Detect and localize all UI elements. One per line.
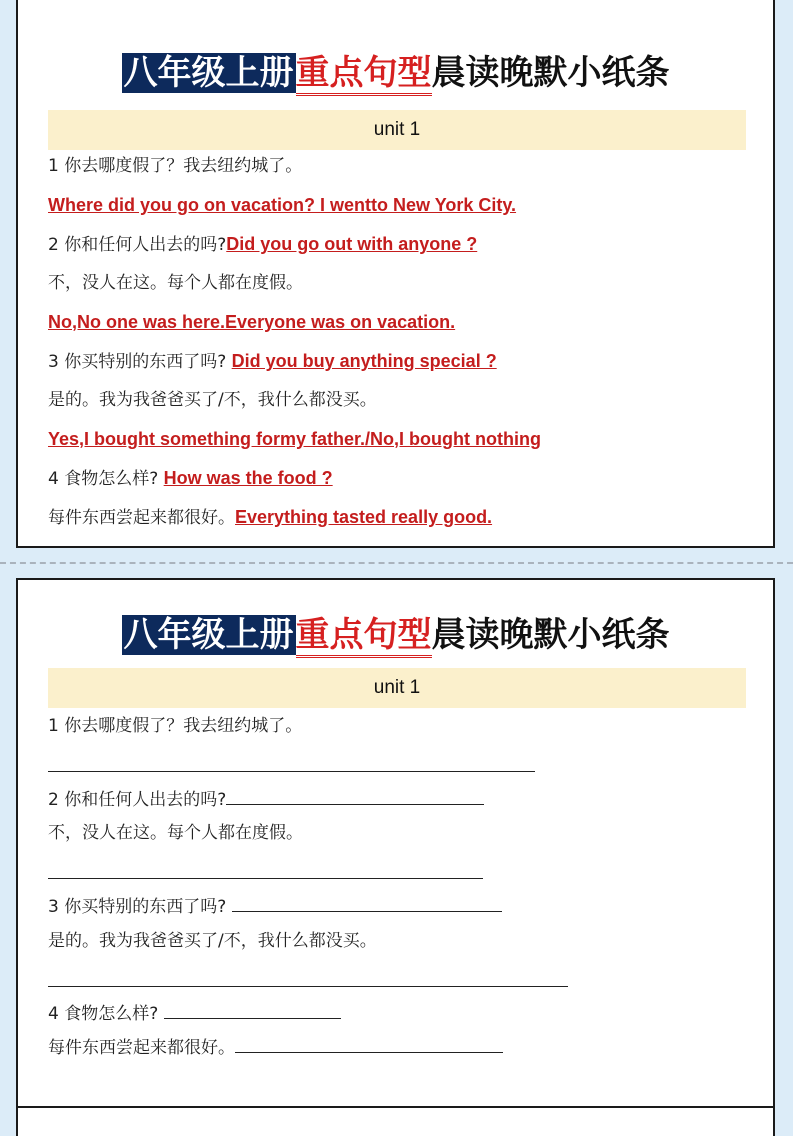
unit-header: unit 1 [48,110,746,150]
question-1: 1 你去哪度假了？我去纽约城了。 [48,156,303,176]
answer-blank-1[interactable] [48,771,535,772]
question-4-text: 4 食物怎么样? [48,469,164,489]
question-4 [48,1000,341,1026]
next-card-edge [16,1106,775,1136]
answer-4b-text: Everything tasted really good. [235,507,493,527]
unit-header: unit 1 [48,668,746,708]
question-2b: 不，没人在这。每个人都在度假。 [48,823,303,843]
answer-2b [48,310,455,335]
question-4b [48,1034,503,1060]
answer-2b-text: No,No one was here.Everyone was on vacation. [48,312,456,332]
answer-4-text: How was the food ? [163,468,333,488]
question-2 [48,232,477,257]
question-4 [48,466,333,491]
question-3-text: 3 你买特别的东西了吗? [48,352,232,372]
answer-blank-4[interactable] [164,1000,341,1019]
question-2b: 不，没人在这。每个人都在度假。 [48,273,303,293]
question-2 [48,786,484,812]
title-key-sentences: 重点句型 [296,615,432,658]
answer-1 [48,193,516,218]
practice-card [16,578,775,1108]
question-4b-text: 每件东西尝起来都很好。 [48,1038,235,1058]
question-4b-text: 每件东西尝起来都很好。 [48,508,235,528]
cut-line [0,562,793,564]
title-notes: 晨读晚默小纸条 [431,53,670,93]
card-title [18,612,773,658]
title-key-sentences: 重点句型 [296,53,432,96]
question-2-text: 2 你和任何人出去的吗? [48,235,227,255]
question-4-text: 4 食物怎么样? [48,1004,164,1024]
title-grade: 八年级上册 [123,53,294,93]
answer-blank-4b[interactable] [235,1034,503,1053]
title-notes: 晨读晚默小纸条 [431,615,670,655]
answer-2-text: Did you go out with anyone ? [226,234,478,254]
question-3 [48,893,502,919]
question-3b: 是的。我为我爸爸买了/不，我什么都没买。 [48,931,377,951]
question-2-text: 2 你和任何人出去的吗? [48,790,227,810]
question-1: 1 你去哪度假了？我去纽约城了。 [48,716,303,736]
answer-blank-3[interactable] [232,893,502,912]
answer-card [16,0,775,548]
question-3-text: 3 你买特别的东西了吗? [48,897,232,917]
answer-3-text: Did you buy anything special ? [231,351,497,371]
question-3b: 是的。我为我爸爸买了/不，我什么都没买。 [48,390,377,410]
answer-3b-text: Yes,I bought something formy father./No,I bought nothing [48,429,541,449]
question-3 [48,349,497,374]
answer-blank-2[interactable] [226,786,484,805]
card-title [18,50,773,96]
answer-1-text: Where did you go on vacation? I wentto New York City. [48,195,517,215]
answer-blank-2b[interactable] [48,878,483,879]
title-grade: 八年级上册 [123,615,294,655]
question-4b [48,505,492,530]
answer-blank-3b[interactable] [48,986,568,987]
answer-3b [48,427,541,452]
